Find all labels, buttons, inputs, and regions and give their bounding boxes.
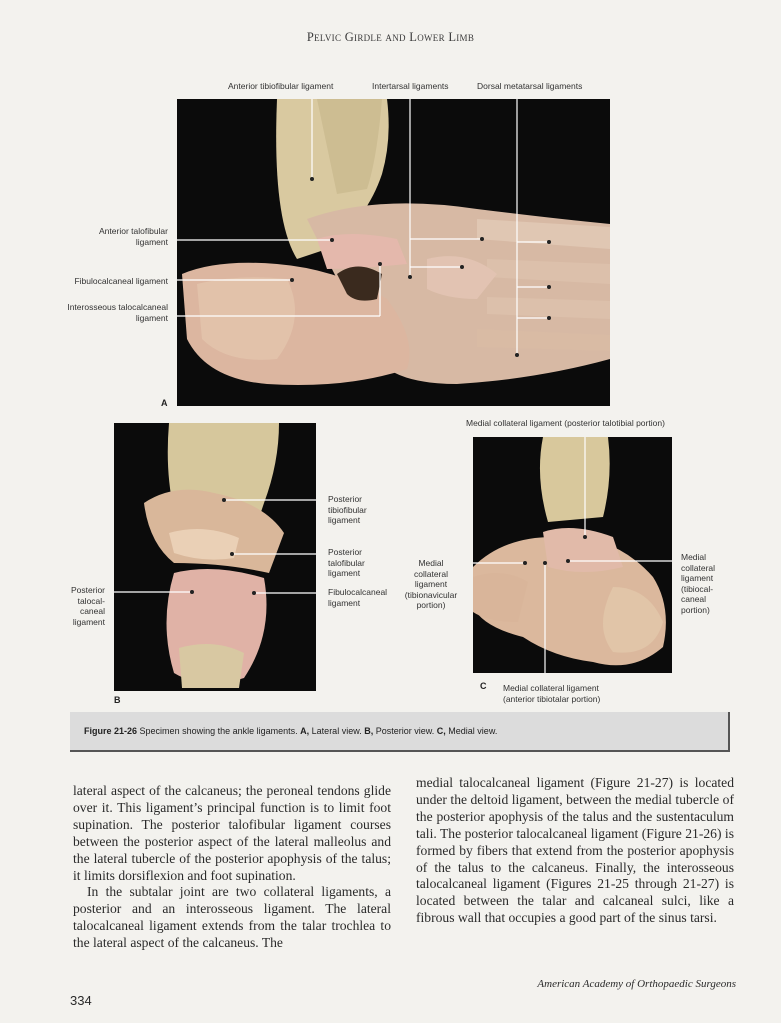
label-posterior-talofibular: Posterior talofibular ligament	[328, 547, 365, 578]
label-posterior-talocalcaneal: Posterior talocal- caneal ligament	[70, 585, 105, 627]
figure-caption-box	[70, 712, 730, 752]
caption-a-letter: A,	[300, 726, 310, 736]
page-number: 334	[70, 993, 92, 1008]
figure-number: Figure 21-26	[84, 726, 138, 736]
caption-text: Specimen showing the ankle ligaments.	[139, 726, 298, 736]
body-paragraph: In the subtalar joint are two collateral ligaments, a posterior and an interosseous ligament. The lateral talocalcaneal ligament extends from the talar trochlea to the lateral aspect of the calcaneus. The	[73, 884, 391, 951]
panel-letter-b: B	[114, 695, 121, 705]
body-column-right	[416, 775, 734, 927]
specimen-photo-lateral-view	[177, 99, 610, 406]
label-fibulocalcaneal-a: Fibulocalcaneal ligament	[74, 276, 168, 286]
label-anterior-tibiofibular: Anterior tibiofibular ligament	[228, 81, 334, 91]
body-paragraph: medial talocalcaneal ligament (Figure 21-27) is located under the deltoid ligament, between the medial tubercle of the posterior apophysis of the talus and the sustentaculum tali. The posterior talocalcaneal ligament (Figure 21-26) is formed by fibers that extend from the posterior apophysis of the talus to the calcaneus. Finally, the interosseous talocalcaneal ligament (Figures 21-25 through 21-27) is located between the talar and calcaneal sulci, like a fibrous wall that occupies a good part of the sinus tarsi.	[416, 775, 734, 926]
label-tibiocalcaneal: Medial collateral ligament (tibiocal- caneal portion)	[681, 552, 716, 615]
caption-b-text: Posterior view.	[375, 726, 435, 736]
ankle-lateral-illustration	[177, 99, 610, 406]
label-anterior-talofibular: Anterior talofibular ligament	[99, 226, 168, 247]
label-anterior-tibiotalar: Medial collateral ligament (anterior tibiotalar portion)	[503, 683, 601, 704]
caption-c-text: Medial view.	[448, 726, 498, 736]
caption-a-text: Lateral view.	[311, 726, 362, 736]
specimen-photo-posterior-view	[114, 423, 316, 691]
label-interosseous-talocalcaneal: Interosseous talocalcaneal ligament	[67, 302, 168, 323]
caption-b-letter: B,	[364, 726, 374, 736]
journal-name: American Academy of Orthopaedic Surgeons	[537, 978, 736, 990]
panel-letter-c: C	[480, 681, 487, 691]
label-fibulocalcaneal-b: Fibulocalcaneal ligament	[328, 587, 388, 608]
body-paragraph: lateral aspect of the calcaneus; the peroneal tendons glide over it. This ligament’s principal function is to limit foot supination. The posterior talofibular ligament courses between the posterior aspect of the lateral malleolus and the lateral tubercle of the posterior apophysis of the talus; it limits dorsiflexion and foot supination.	[73, 783, 391, 883]
body-column-left	[73, 783, 391, 952]
label-posterior-tibiofibular: Posterior tibiofibular ligament	[328, 494, 367, 525]
label-intertarsal: Intertarsal ligaments	[372, 81, 449, 91]
running-header: Pelvic Girdle and Lower Limb	[306, 30, 475, 44]
label-tibionavicular: Medial collateral ligament (tibionavicular portion)	[404, 558, 458, 610]
label-posterior-talotibial: Medial collateral ligament (posterior talotibial portion)	[466, 418, 665, 428]
panel-letter-a: A	[161, 398, 168, 408]
label-dorsal-metatarsal: Dorsal metatarsal ligaments	[477, 81, 583, 91]
ankle-medial-illustration	[473, 437, 672, 673]
caption-c-letter: C,	[436, 726, 446, 736]
ankle-posterior-illustration	[114, 423, 316, 691]
figure-caption	[84, 726, 497, 736]
specimen-photo-medial-view	[473, 437, 672, 673]
